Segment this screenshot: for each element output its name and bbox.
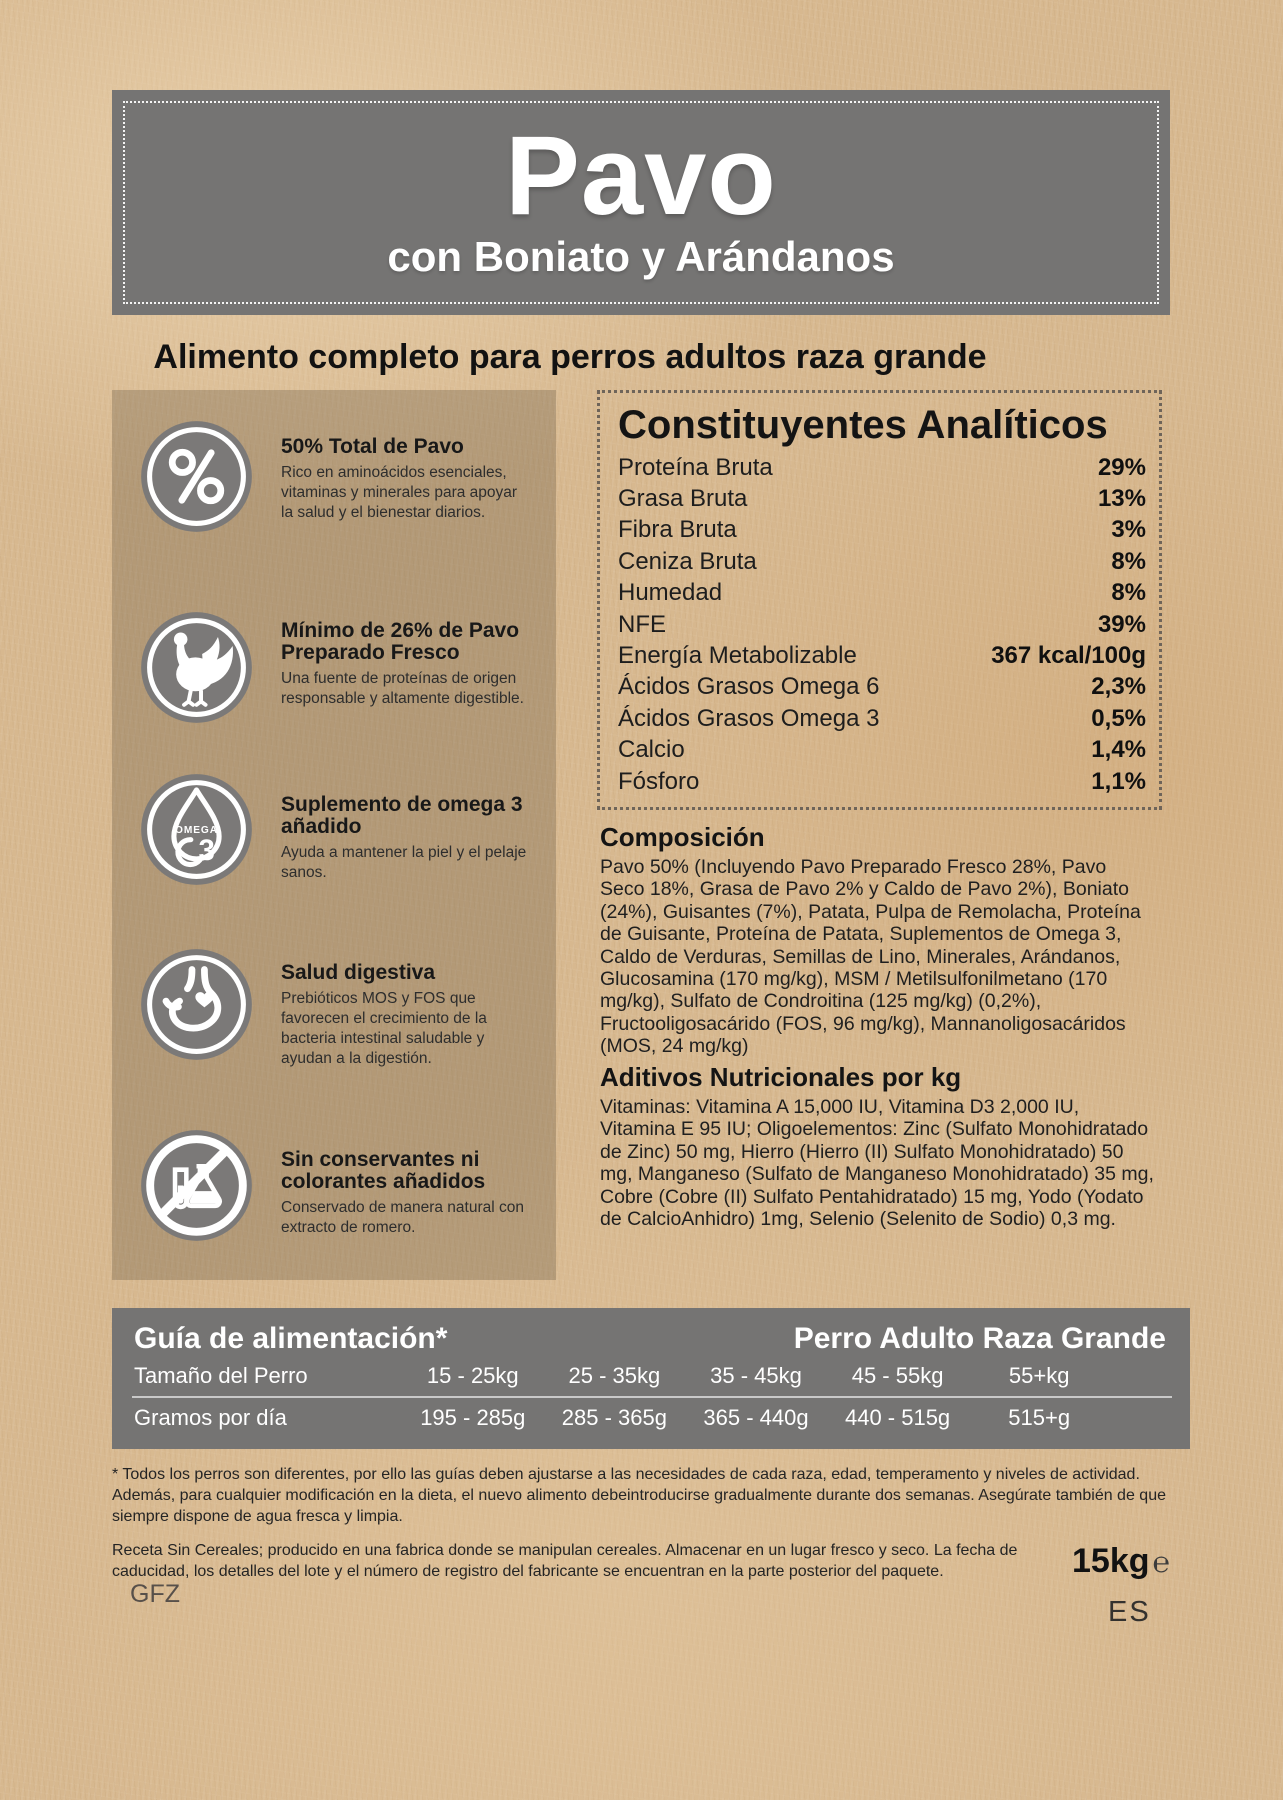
turkey-icon — [140, 611, 253, 724]
product-code: GFZ — [130, 1580, 180, 1608]
svg-text:3: 3 — [198, 834, 215, 868]
feeding-guide-subtitle: Perro Adulto Raza Grande — [793, 1322, 1166, 1355]
benefit-description: Rico en aminoácidos esenciales, vitaminas y minerales para apoyar la salud y el bienestar diarios. — [281, 464, 518, 521]
table-row: Grasa Bruta 13% — [618, 485, 1146, 513]
product-tagline: Alimento completo para perros adultos raza grande — [153, 338, 987, 376]
benefit-description: Conservado de manera natural con extracto de romero. — [281, 1199, 524, 1236]
analytical-constituents-table — [600, 452, 1159, 797]
table-row: Energía Metabolizable 367 kcal/100g — [618, 642, 1146, 670]
product-title: Pavo — [505, 112, 777, 238]
benefit-description: Ayuda a mantener la piel y el pelaje sanos. — [281, 844, 527, 881]
omega3-droplet-icon — [140, 773, 253, 886]
table-row: Ceniza Bruta 8% — [618, 547, 1146, 575]
benefit-no-additives — [140, 1129, 552, 1242]
table-row: Fósforo 1,1% — [618, 767, 1146, 795]
benefit-title: 50% Total de Pavo — [281, 435, 464, 458]
table-row: Ácidos Grasos Omega 6 2,3% — [618, 673, 1146, 701]
feeding-guide-table — [112, 1308, 1190, 1449]
analytical-constituents-title: Constituyentes Analíticos — [618, 403, 1108, 447]
benefit-description: Una fuente de proteínas de origen responsable y altamente digestible. — [281, 670, 524, 707]
table-row: NFE 39% — [618, 610, 1146, 638]
analytical-constituents-box — [597, 390, 1162, 810]
composition-title: Composición — [600, 822, 765, 852]
language-code: ES — [1108, 1596, 1151, 1628]
estimated-sign: ℮ — [1152, 1547, 1170, 1579]
benefit-title: Salud digestiva — [281, 961, 436, 984]
recipe-storage-note: Receta Sin Cereales; producido en una fabrica donde se manipulan cereales. Almacenar en un lugar fresco y seco. La fecha de caducidad, los detalles del lote y el número de registro del fabricante se encuentran en la parte posterior del paquete. — [112, 1542, 1018, 1580]
benefit-total-turkey — [140, 420, 552, 533]
benefit-description: Prebióticos MOS y FOS que favorecen el crecimiento de la bacteria intestinal saludable y ayudan a la digestión. — [281, 990, 487, 1067]
benefit-digestive — [140, 948, 552, 1069]
stomach-icon — [140, 948, 253, 1061]
table-row-dog-size: Tamaño del Perro 15 - 25kg 25 - 35kg 35 - 45kg 45 - 55kg 55+kg — [134, 1363, 1070, 1388]
benefit-title: Sin conservantes ni colorantes añadidos — [281, 1148, 486, 1193]
feeding-guide-footnote: * Todos los perros son diferentes, por ello las guías deben ajustarse a las necesidades de cada raza, edad, temperamento y niveles de actividad. Además, para cualquier modificación en la dieta, el nuevo alimento debeintroducirse gradualmente durante dos semanas. Asegúrate también de que siempre dispone de agua fresca y limpia. — [112, 1466, 1166, 1525]
table-row: Fibra Bruta 3% — [618, 516, 1146, 544]
table-row: Calcio 1,4% — [618, 736, 1146, 764]
additives-text: Vitaminas: Vitamina A 15,000 IU, Vitamina D3 2,000 IU, Vitamina E 95 IU; Oligoelementos: Zinc (Sulfato Monohidratado de Zinc) 50 mg, Hierro (Hierro (II) Sulfato Monohidratado) 50 mg, Manganeso (Sulfato de Manganeso Monohidratado) 35 mg, Cobre (Cobre (II) Sulfato Pentahidratado) 15 mg, Yodo (Yodato de CalcioAnhidro) 1mg, Selenio (Selenito de Sodio) 0,3 mg. — [600, 1096, 1154, 1231]
table-row: Ácidos Grasos Omega 3 0,5% — [618, 704, 1146, 732]
benefit-title: Suplemento de omega 3 añadido — [281, 793, 523, 838]
table-row-grams-per-day: Gramos por día 195 - 285g 285 - 365g 365 - 440g 440 - 515g 515+g — [134, 1405, 1071, 1430]
no-additives-icon — [140, 1129, 253, 1242]
benefit-omega3 — [140, 773, 552, 886]
benefit-fresh-turkey — [140, 611, 552, 724]
percent-icon — [140, 420, 253, 533]
product-subtitle: con Boniato y Arándanos — [387, 233, 895, 281]
additives-title: Aditivos Nutricionales por kg — [600, 1062, 962, 1092]
additives-section — [600, 1062, 1156, 1230]
benefit-title: Mínimo de 26% de Pavo Preparado Fresco — [281, 619, 520, 664]
feeding-guide-title: Guía de alimentación* — [134, 1322, 448, 1355]
composition-text: Pavo 50% (Incluyendo Pavo Preparado Fresco 28%, Pavo Seco 18%, Grasa de Pavo 2% y Caldo de Pavo 2%), Boniato (24%), Guisantes (7%), Patata, Pulpa de Remolacha, Proteína de Guisante, Proteína de Patata, Suplementos de Omega 3, Caldo de Verduras, Semillas de Lino, Minerales, Arándanos, Glucosamina (170 mg/kg), MSM / Metilsulfonilmetano (170 mg/kg), Sulfato de Condroitina (125 mg/kg) (0,2%), Fructooligosacárido (FOS, 96 mg/kg), Mannanoligosacáridos (MOS, 24 mg/kg) — [600, 856, 1141, 1058]
svg-text:OMEGA: OMEGA — [175, 824, 218, 836]
table-row: Humedad 8% — [618, 579, 1146, 607]
table-row: Proteína Bruta 29% — [618, 453, 1146, 481]
weight-value: 15kg — [1072, 1542, 1150, 1580]
header-banner — [112, 90, 1170, 315]
composition-section — [600, 822, 1156, 1058]
net-weight — [1072, 1542, 1170, 1581]
